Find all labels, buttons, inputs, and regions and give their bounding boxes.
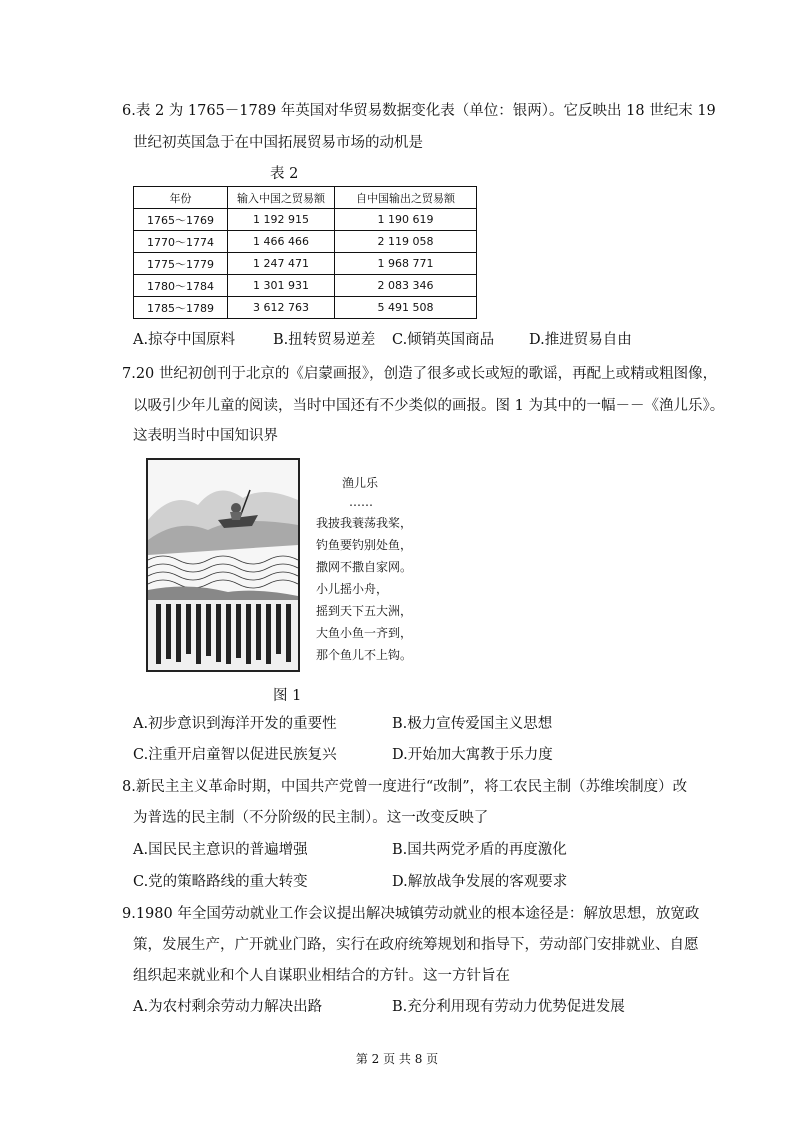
- q7-stem-line1: 7.20 世纪初创刊于北京的《启蒙画报》，创造了很多或长或短的歌谣，再配上或精或粗图像，: [122, 366, 718, 382]
- q7-option-c: C.注重开启童智以促进民族复兴: [133, 747, 337, 763]
- poem-line: 小儿摇小舟，: [316, 582, 389, 596]
- table-cell: 3 612 763: [228, 297, 335, 319]
- page-footer: 第 2 页 共 8 页: [355, 1052, 439, 1066]
- q6-option-a: A.掠夺中国原料: [133, 332, 236, 348]
- table-cell: 1 190 619: [335, 209, 477, 231]
- table-cell: 1775～1779: [134, 253, 228, 275]
- q7-option-a: A.初步意识到海洋开发的重要性: [133, 716, 337, 732]
- q6-option-b: B.扭转贸易逆差: [273, 332, 376, 348]
- q8-option-c: C.党的策略路线的重大转变: [133, 874, 308, 890]
- table-cell: 1 466 466: [228, 231, 335, 253]
- table-header-row: [134, 187, 477, 209]
- table-cell: 1785～1789: [134, 297, 228, 319]
- q9-stem-line2: 策，发展生产，广开就业门路，实行在政府统筹规划和指导下，劳动部门安排就业、自愿: [133, 937, 699, 953]
- q8-option-b: B.国共两党矛盾的再度激化: [392, 842, 567, 858]
- figure-caption: 图 1: [273, 688, 302, 704]
- q9-stem-line1: 9.1980 年全国劳动就业工作会议提出解决城镇劳动就业的根本途径是：解放思想，放宽政: [122, 906, 700, 922]
- q9-option-a: A.为农村剩余劳动力解决出路: [133, 999, 323, 1015]
- table-row: [134, 297, 477, 319]
- table-row: [134, 275, 477, 297]
- poem-line: 撒网不撒自家网。: [316, 560, 413, 574]
- poem-line: 那个鱼儿不上钩。: [316, 648, 413, 662]
- q8-option-d: D.解放战争发展的客观要求: [392, 874, 568, 890]
- table-cell: 1 301 931: [228, 275, 335, 297]
- q6-option-d: D.推进贸易自由: [529, 332, 632, 348]
- q9-stem-line3: 组织起来就业和个人自谋职业相结合的方针。这一方针旨在: [133, 968, 510, 984]
- table-cell: 1765～1769: [134, 209, 228, 231]
- table-cell: 1 247 471: [228, 253, 335, 275]
- table-cell: 1 968 771: [335, 253, 477, 275]
- q6-stem-line1: 6.表 2 为 1765－1789 年英国对华贸易数据变化表（单位：银两）。它反映出 18 世纪末 19: [122, 103, 716, 119]
- poem-line: 摇到天下五大洲，: [316, 604, 413, 618]
- poem-line: 钓鱼要钓别处鱼，: [316, 538, 413, 552]
- poem-line: 大鱼小鱼一齐到，: [316, 626, 413, 640]
- poem-ellipsis: ……: [349, 495, 373, 509]
- q8-stem-line2: 为普选的民主制（不分阶级的民主制）。这一改变反映了: [133, 810, 489, 826]
- table-header: 自中国输出之贸易额: [335, 187, 477, 209]
- q6-option-c: C.倾销英国商品: [392, 332, 495, 348]
- trade-table: [133, 186, 477, 319]
- q8-stem-line1: 8.新民主主义革命时期，中国共产党曾一度进行“改制”，将工农民主制（苏维埃制度）改: [122, 779, 688, 795]
- q8-option-a: A.国民民主意识的普遍增强: [133, 842, 308, 858]
- table-row: [134, 209, 477, 231]
- table-caption: 表 2: [270, 166, 299, 182]
- fishing-illustration: [146, 458, 300, 672]
- q6-stem-line2: 世纪初英国急于在中国拓展贸易市场的动机是: [133, 135, 423, 151]
- table-cell: 5 491 508: [335, 297, 477, 319]
- table-header: 输入中国之贸易额: [228, 187, 335, 209]
- q7-stem-line3: 这表明当时中国知识界: [133, 428, 278, 444]
- woodcut-picture: [148, 460, 298, 670]
- table-header: 年份: [134, 187, 228, 209]
- q9-option-b: B.充分利用现有劳动力优势促进发展: [392, 999, 625, 1015]
- table-cell: 1770～1774: [134, 231, 228, 253]
- q7-option-b: B.极力宣传爱国主义思想: [392, 716, 553, 732]
- table-cell: 1780～1784: [134, 275, 228, 297]
- table-row: [134, 253, 477, 275]
- table-cell: 1 192 915: [228, 209, 335, 231]
- table-cell: 2 083 346: [335, 275, 477, 297]
- q7-stem-line2: 以吸引少年儿童的阅读，当时中国还有不少类似的画报。图 1 为其中的一幅－－《渔儿乐》。: [133, 398, 725, 414]
- table-cell: 2 119 058: [335, 231, 477, 253]
- poem-title: 渔儿乐: [342, 476, 379, 490]
- q7-option-d: D.开始加大寓教于乐力度: [392, 747, 553, 763]
- poem-line: 我披我蓑荡我桨，: [316, 516, 413, 530]
- table-row: [134, 231, 477, 253]
